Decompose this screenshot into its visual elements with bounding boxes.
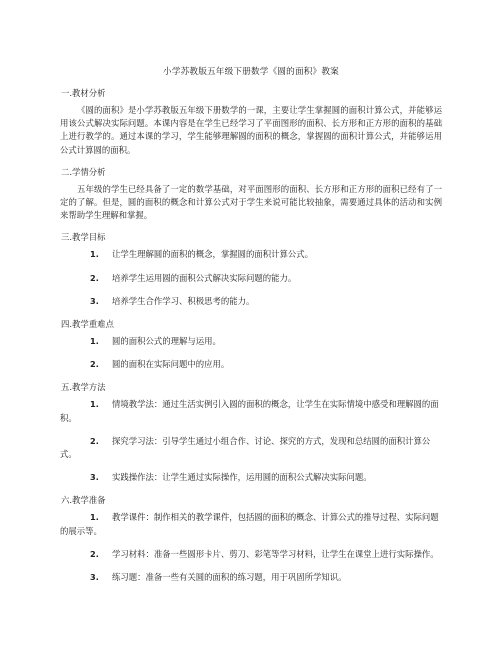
section-heading: 一.教材分析 — [61, 88, 106, 98]
list-item — [60, 272, 442, 285]
document-title: 小学苏教版五年级下册数学《圆的面积》教案 — [163, 67, 339, 77]
item-number: 1. — [90, 399, 99, 410]
list-item — [60, 335, 442, 348]
section-teaching-goals — [60, 231, 442, 308]
item-text: 圆的面积公式的理解与运用。 — [112, 336, 221, 347]
goals-list — [60, 248, 442, 308]
section-heading: 四.教学重难点 — [61, 319, 114, 330]
item-number: 2. — [90, 548, 99, 559]
section-student-analysis — [60, 166, 442, 223]
section-key-points — [60, 318, 442, 371]
list-item — [60, 248, 442, 261]
item-number: 1. — [90, 336, 99, 347]
section-heading: 三.教学目标 — [61, 232, 106, 243]
section-heading: 二.学情分析 — [61, 166, 106, 177]
methods-list — [60, 398, 442, 484]
item-number: 3. — [90, 295, 99, 306]
item-number: 1. — [90, 512, 99, 523]
section-teaching-methods — [60, 381, 442, 484]
list-item — [60, 571, 442, 584]
item-number: 2. — [90, 359, 99, 370]
key-points-list — [60, 335, 442, 371]
list-item — [60, 398, 442, 424]
list-item — [60, 511, 442, 537]
item-text: 实践操作法：让学生通过实际操作，运用圆的面积公式解决实际问题。 — [112, 472, 372, 483]
item-number: 3. — [90, 572, 99, 583]
list-item — [60, 358, 442, 371]
item-text: 情境教学法：通过生活实例引入圆的面积的概念，让学生在实际情境中感受和理解圆的面积。 — [60, 399, 439, 423]
item-text: 让学生理解圆的面积的概念，掌握圆的面积计算公式。 — [112, 249, 313, 260]
item-number: 2. — [90, 435, 99, 446]
list-item — [60, 435, 442, 461]
list-item — [60, 548, 442, 561]
section-paragraph: 《圆的面积》是小学苏教版五年级下册数学的一课，主要让学生掌握圆的面积计算公式，并能够运用该公式解决实际问题。本课内容是在学生已经学习了平面图形的面积、长方形和正方形的面积的基础上进行教学的。通过本课的学习，学生能够理解圆的面积的概念，掌握圆的面积计算公式，并能够运用公式计算圆的面积。 — [60, 105, 442, 155]
item-number: 1. — [90, 249, 99, 260]
section-teaching-preparation — [60, 494, 442, 584]
item-text: 练习题：准备一些有关圆的面积的练习题，用于巩固所学知识。 — [112, 572, 347, 583]
item-text: 培养学生运用圆的面积公式解决实际问题的能力。 — [112, 272, 297, 283]
section-heading: 六.教学准备 — [61, 495, 106, 506]
section-textbook-analysis — [60, 87, 442, 157]
item-number: 2. — [90, 272, 99, 283]
item-text: 圆的面积在实际问题中的应用。 — [112, 359, 230, 370]
item-text: 教学课件：制作相关的教学课件，包括圆的面积的概念、计算公式的推导过程、实际问题的展示等。 — [60, 512, 439, 536]
item-text: 探究学习法：引导学生通过小组合作、讨论、探究的方式，发现和总结圆的面积计算公式。 — [60, 435, 431, 460]
item-number: 3. — [90, 472, 99, 483]
section-heading: 五.教学方法 — [61, 382, 106, 393]
preparation-list — [60, 511, 442, 584]
list-item — [60, 295, 442, 308]
item-text: 学习材料：准备一些圆形卡片、剪刀、彩笔等学习材料，让学生在课堂上进行实际操作。 — [112, 548, 439, 559]
item-text: 培养学生合作学习、积极思考的能力。 — [112, 295, 255, 306]
list-item — [60, 471, 442, 484]
section-paragraph: 五年级的学生已经具备了一定的数学基础，对平面图形的面积、长方形和正方形的面积已经有了一定的了解。但是，圆的面积的概念和计算公式对于学生来说可能比较抽象，需要通过具体的活动和实例来帮助学生理解和掌握。 — [60, 183, 442, 221]
